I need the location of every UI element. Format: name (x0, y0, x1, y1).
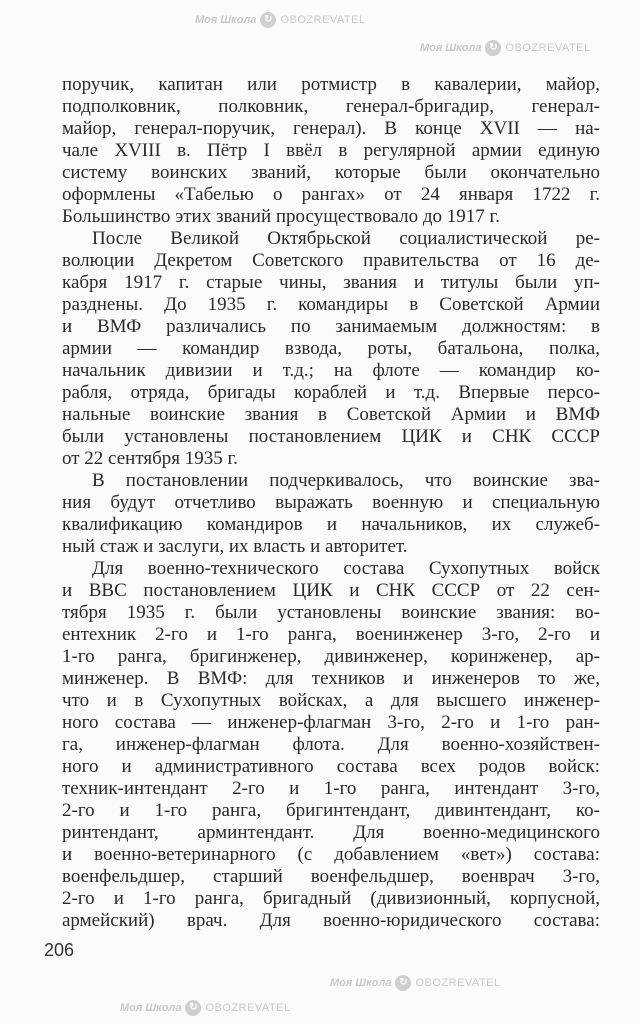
text-line: начальник дивизии и т.д.; на флоте — командир ко- (62, 360, 600, 381)
watermark-brand-text: OBOZREVATEL (415, 977, 501, 989)
text-line: 2-го и 1-го ранга, бригадный (дивизионный, корпусной, (62, 888, 600, 909)
text-line: чале XVIII в. Пётр I ввёл в регулярной армии единую (62, 140, 600, 161)
text-line: техник-интендант 2-го и 1-го ранга, интендант 3-го, (62, 778, 600, 799)
text-line: что и в Сухопутных войсках, а для высшего инженер- (62, 690, 600, 711)
watermark (195, 12, 366, 28)
text-line: кабря 1917 г. старые чины, звания и титулы были уп- (62, 272, 600, 293)
text-line: оформлены «Табелью о рангах» от 24 января 1722 г. (62, 184, 600, 205)
text-line: 1-го ранга, бригинженер, дивинженер, коринженер, ар- (62, 646, 600, 667)
text-line: В постановлении подчеркивалось, что воинские зва- (92, 470, 600, 491)
text-line: ного состава — инженер-флагман 3-го, 2-го и 1-го ран- (62, 712, 600, 733)
text-line: 2-го и 1-го ранга, бригинтендант, дивинтендант, ко- (62, 800, 600, 821)
watermark-brand-text: OBOZREVATEL (205, 1002, 291, 1014)
watermark (120, 1000, 291, 1016)
watermark-school-text: Моя Школа (195, 14, 257, 26)
watermark-brand-text: OBOZREVATEL (280, 14, 366, 26)
watermark (330, 975, 501, 991)
text-line: и военно-ветеринарного (с добавлением «вет») состава: (62, 844, 600, 865)
text-line: ентехник 2-го и 1-го ранга, военинженер 3-го, 2-го и (62, 624, 600, 645)
watermark (420, 40, 591, 56)
text-line: ный стаж и заслуги, их власть и авторитет. (62, 536, 408, 557)
text-line: ринтендант, арминтендант. Для военно-медицинского (62, 822, 600, 843)
text-line: разднены. До 1935 г. командиры в Советской Армии (62, 294, 600, 315)
text-line: ного и административного состава всех родов войск: (62, 756, 600, 777)
text-line: армейский) врач. Для военно-юридического состава: (62, 910, 600, 931)
watermark-school-text: Моя Школа (420, 42, 482, 54)
text-line: тября 1935 г. были установлены воинские звания: во- (62, 602, 600, 623)
text-line: и ВВС постановлением ЦИК и СНК СССР от 22 сен- (62, 580, 600, 601)
text-line: га, инженер-флагман флота. Для военно-хозяйствен- (62, 734, 600, 755)
text-line: волюции Декретом Советского правительства от 16 де- (62, 250, 600, 271)
text-line: майор, генерал-поручик, генерал). В конце XVII — на- (62, 118, 600, 139)
text-line: Большинство этих званий просуществовало до 1917 г. (62, 206, 500, 227)
watermark-school-text: Моя Школа (120, 1002, 182, 1014)
page-number: 206 (44, 940, 75, 960)
watermark-logo-icon: ↻ (260, 12, 276, 28)
text-line: систему воинских званий, которые были окончательно (62, 162, 600, 183)
text-line: квалификацию командиров и начальников, их служеб- (62, 514, 600, 535)
text-line: ния будут отчетливо выражать военную и специальную (62, 492, 600, 513)
text-line: рабля, отряда, бригады кораблей и т.д. Впервые персо- (62, 382, 600, 403)
text-line: от 22 сентября 1935 г. (62, 448, 238, 469)
text-line: и ВМФ различались по занимаемым должностям: в (62, 316, 600, 337)
text-line: минженер. В ВМФ: для техников и инженеров то же, (62, 668, 600, 689)
text-line: подполковник, полковник, генерал-бригадир, генерал- (62, 96, 600, 117)
text-line: нальные воинские звания в Советской Армии и ВМФ (62, 404, 600, 425)
watermark-logo-icon: ↻ (395, 975, 411, 991)
watermark-brand-text: OBOZREVATEL (505, 42, 591, 54)
watermark-school-text: Моя Школа (330, 977, 392, 989)
text-line: После Великой Октябрьской социалистической ре- (92, 228, 600, 249)
body-text (62, 74, 600, 932)
text-line: были установлены постановлением ЦИК и СНК СССР (62, 426, 600, 447)
text-line: Для военно-технического состава Сухопутных войск (92, 558, 600, 579)
watermark-logo-icon: ↻ (185, 1000, 201, 1016)
text-line: поручик, капитан или ротмистр в кавалерии, майор, (62, 74, 600, 95)
text-line: военфельдшер, старший военфельдшер, военврач 3-го, (62, 866, 600, 887)
watermark-logo-icon: ↻ (485, 40, 501, 56)
text-line: армии — командир взвода, роты, батальона, полка, (62, 338, 600, 359)
